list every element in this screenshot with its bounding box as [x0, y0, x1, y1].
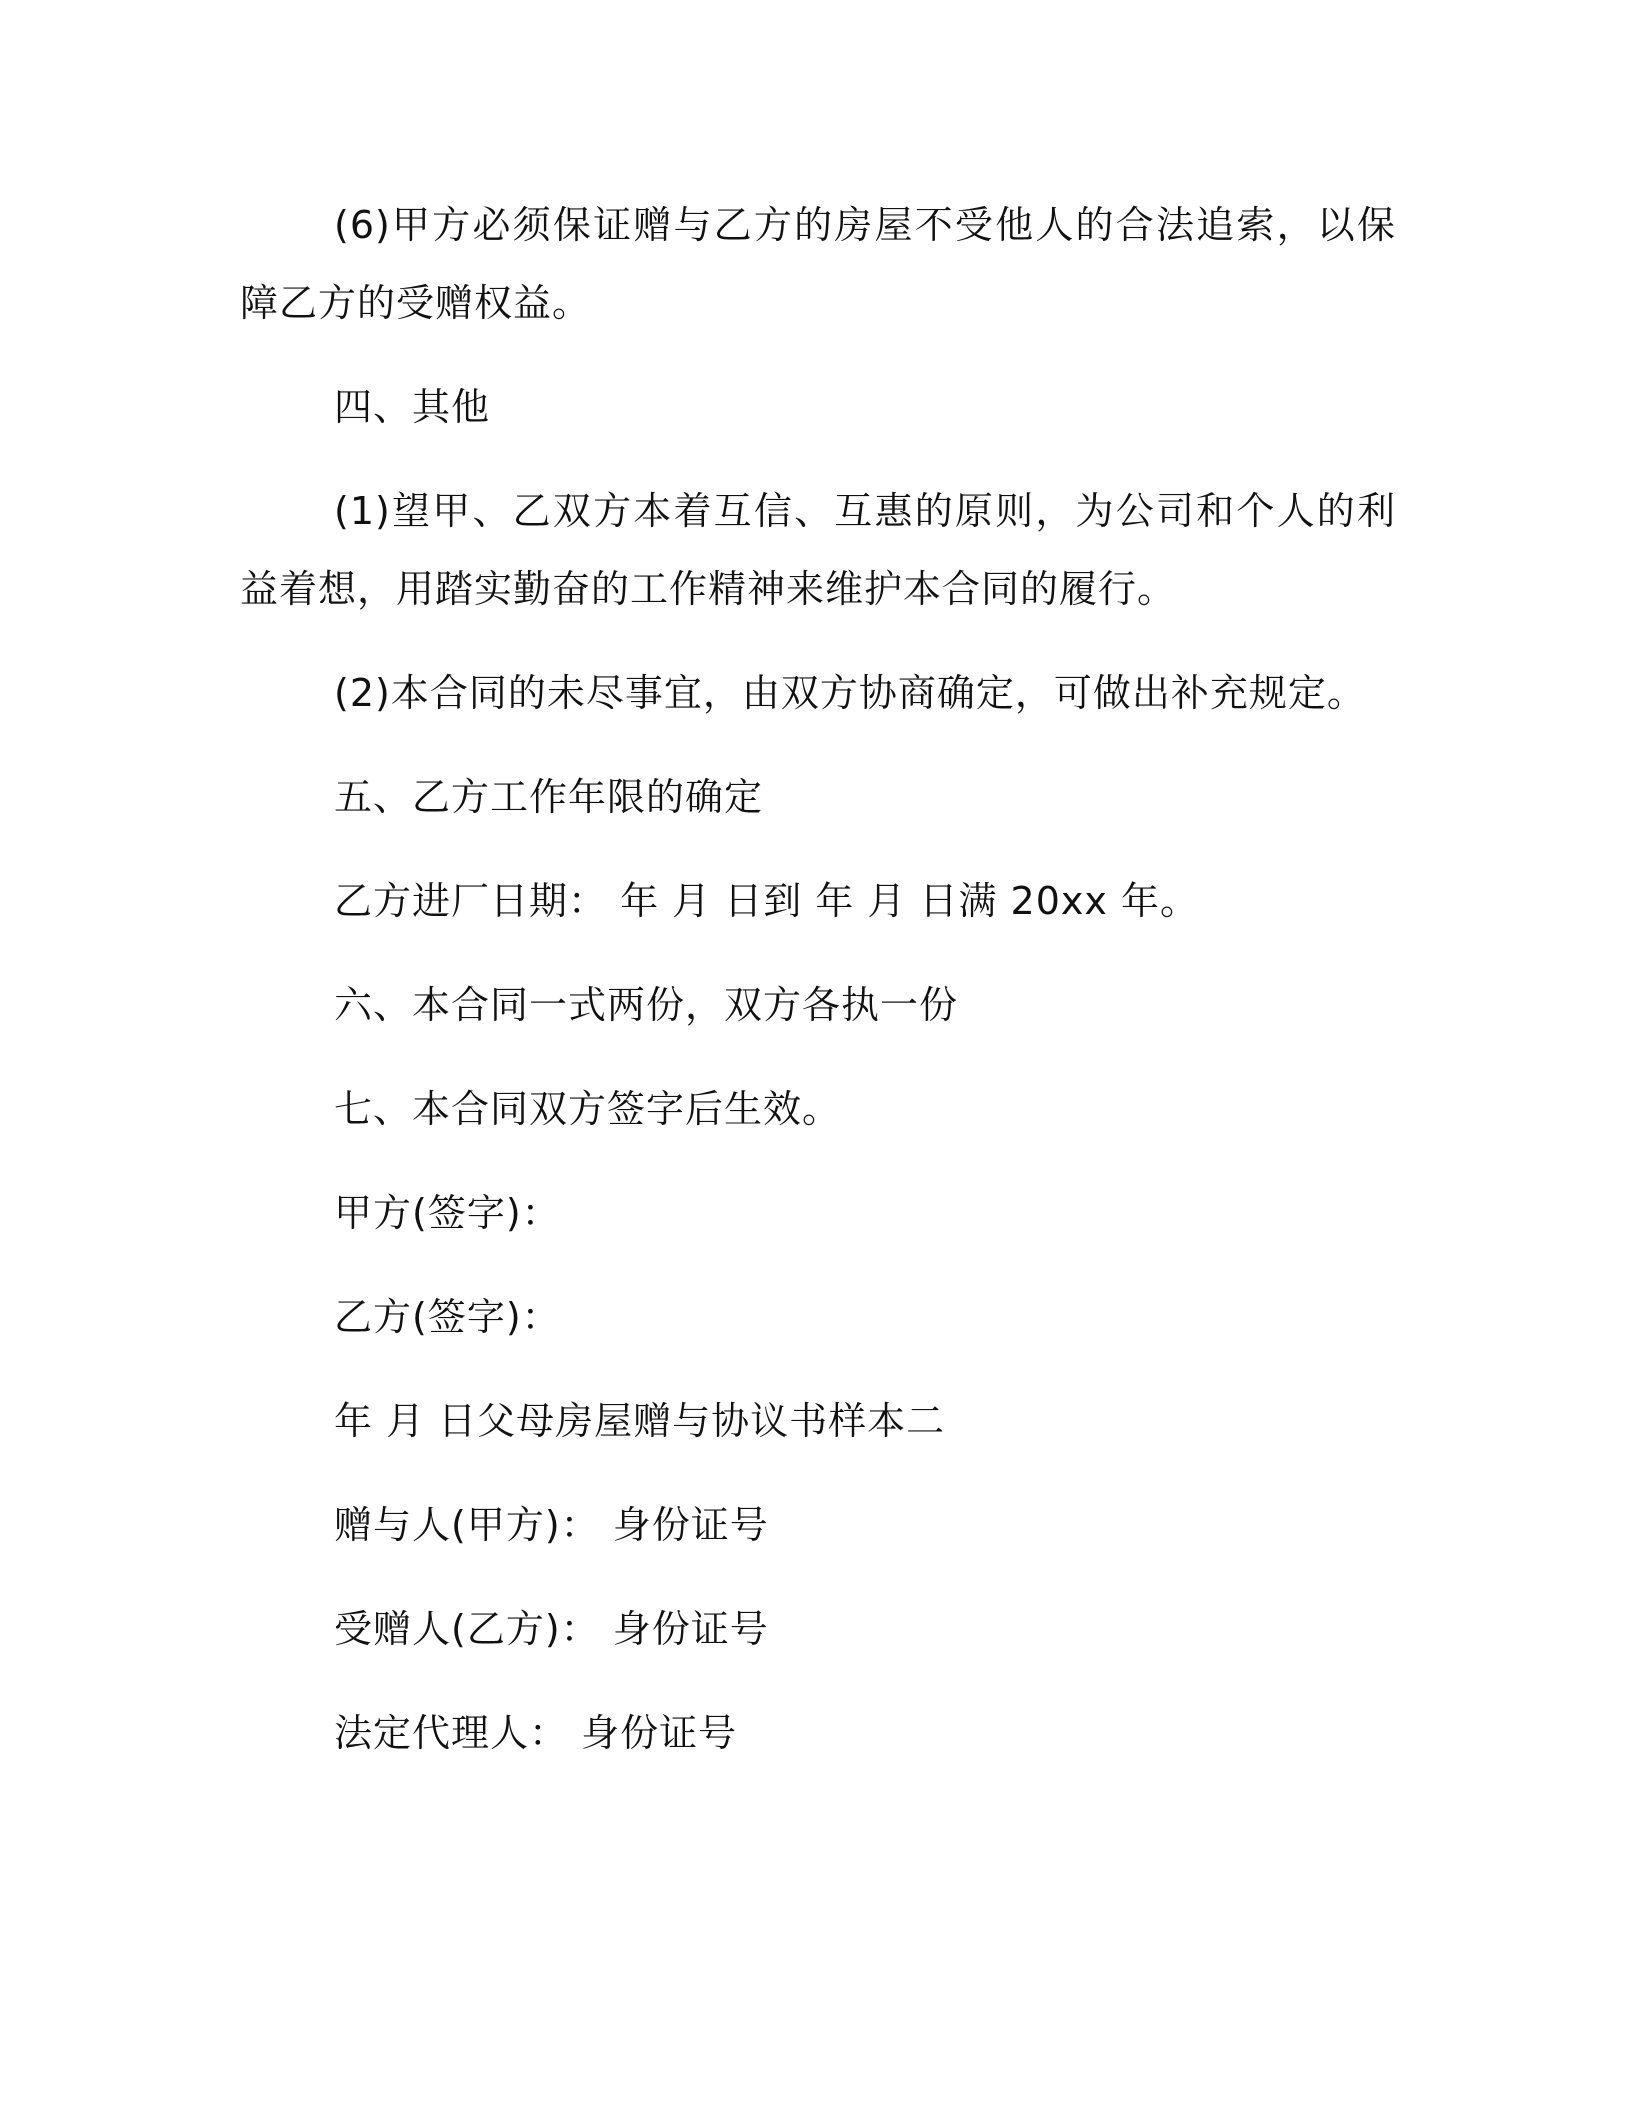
other-clause-1: (1)望甲、乙双方本着互信、互惠的原则，为公司和个人的利益着想，用踏实勤奋的工作精神来维护本合同的履行。 — [240, 489, 1396, 611]
donor-line: 赠与人(甲方)： 身份证号 — [334, 1503, 769, 1547]
section-5-heading: 五、乙方工作年限的确定 — [334, 775, 764, 819]
date-and-sample-title: 年 月 日父母房屋赠与协议书样本二 — [334, 1399, 946, 1443]
section-4-heading: 四、其他 — [334, 385, 491, 429]
other-clause-2: (2)本合同的未尽事宜，由双方协商确定，可做出补充规定。 — [334, 671, 1366, 715]
party-b-signature: 乙方(签字)： — [334, 1295, 561, 1339]
party-a-signature: 甲方(签字)： — [334, 1191, 561, 1235]
section-7-effective: 七、本合同双方签字后生效。 — [334, 1087, 842, 1131]
clause-6-guarantee: (6)甲方必须保证赠与乙方的房屋不受他人的合法追索，以保障乙方的受赠权益。 — [240, 203, 1396, 325]
donee-line: 受赠人(乙方)： 身份证号 — [334, 1607, 769, 1651]
legal-agent-line: 法定代理人： 身份证号 — [334, 1711, 738, 1755]
document-page — [240, 186, 1396, 1772]
entry-date-line: 乙方进厂日期： 年 月 日到 年 月 日满 20xx 年。 — [334, 879, 1199, 923]
section-6-copies: 六、本合同一式两份，双方各执一份 — [334, 983, 959, 1027]
